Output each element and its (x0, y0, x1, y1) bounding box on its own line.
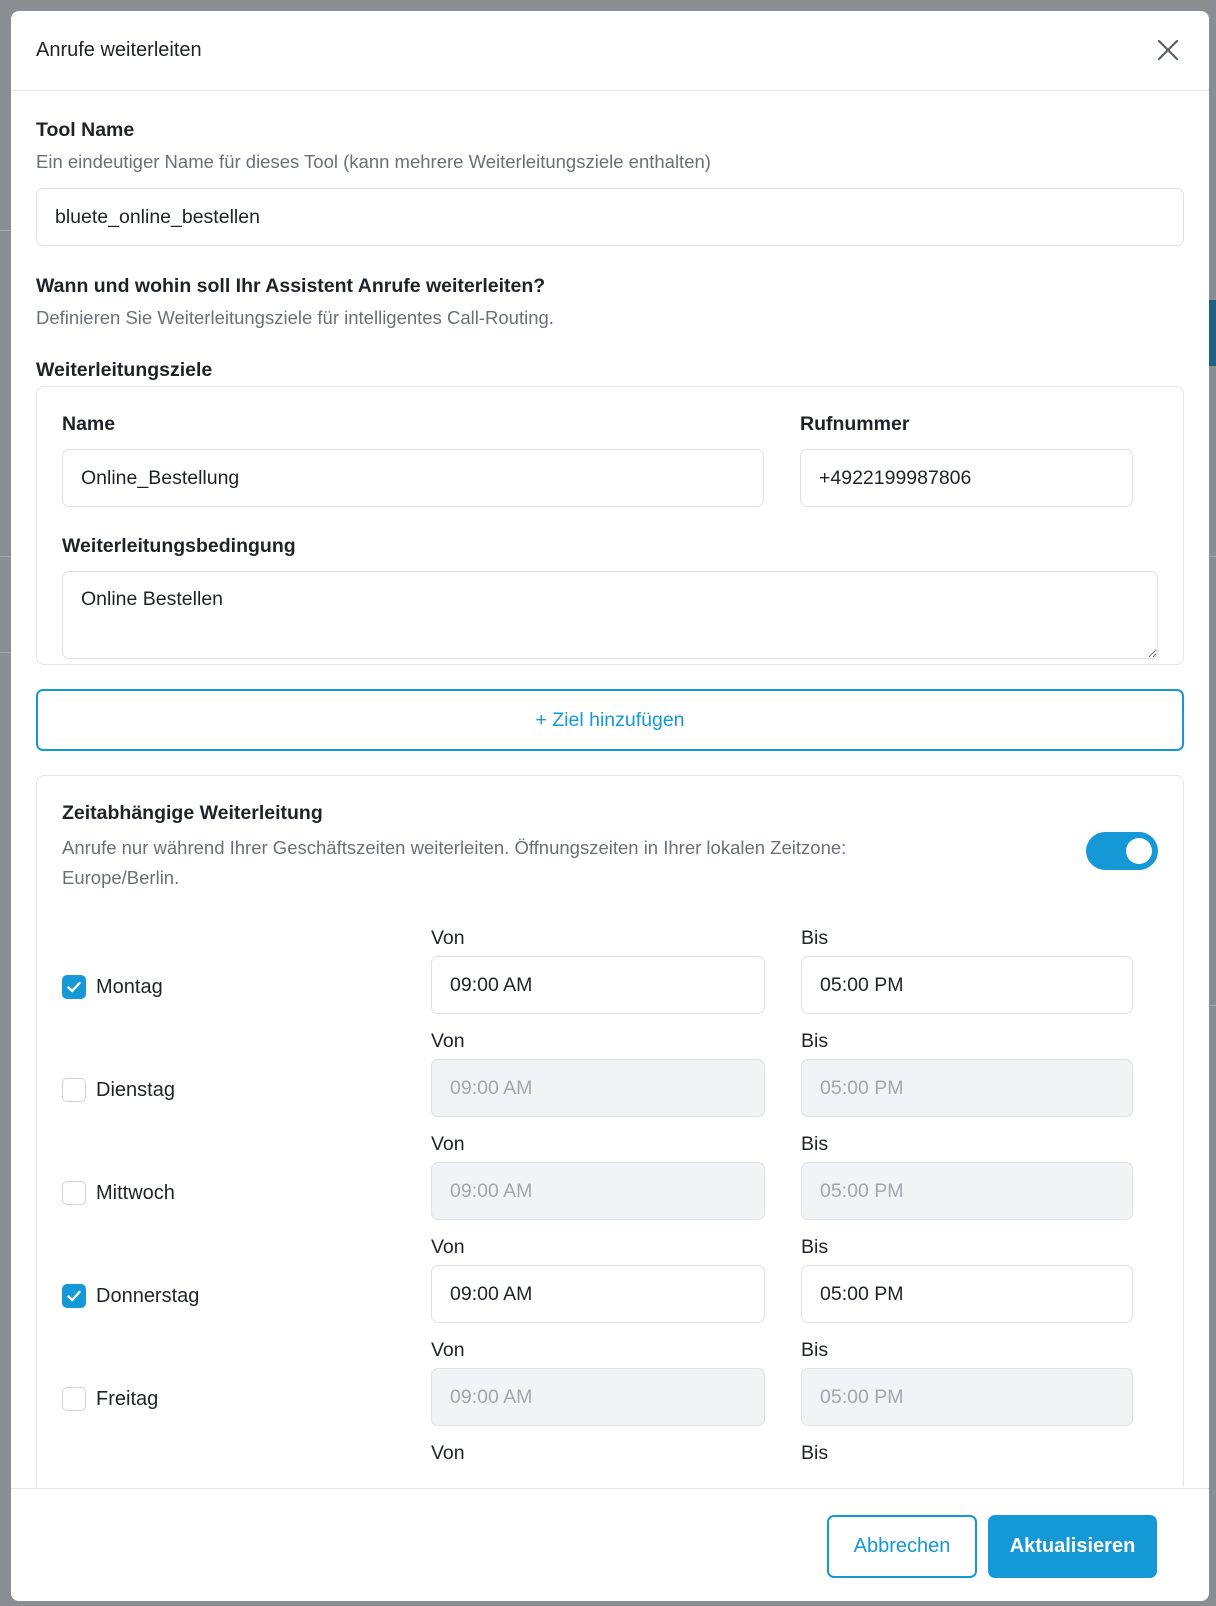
tool-name-help: Ein eindeutiger Name für dieses Tool (kann mehrere Weiterleitungsziele enthalten) (36, 151, 711, 172)
day-row (62, 1028, 1158, 1131)
checkbox-icon[interactable] (62, 1181, 86, 1205)
checkbox-icon[interactable] (62, 1284, 86, 1308)
routing-help: Definieren Sie Weiterleitungsziele für intelligentes Call-Routing. (36, 307, 554, 328)
von-label: Von (431, 1133, 465, 1155)
to-time-input[interactable] (801, 1265, 1133, 1323)
dialog-body (11, 92, 1209, 1487)
dialog-header (11, 11, 1209, 91)
von-label: Von (431, 1030, 465, 1052)
day-row (62, 1337, 1158, 1440)
close-icon[interactable] (1155, 37, 1181, 63)
condition-textarea[interactable] (62, 571, 1158, 659)
checkbox-icon[interactable] (62, 1387, 86, 1411)
day-row-partial (62, 1440, 1158, 1487)
from-time-input[interactable] (431, 956, 765, 1014)
target-phone-input[interactable] (800, 449, 1133, 507)
checkbox-icon[interactable] (62, 975, 86, 999)
add-target-button[interactable]: + Ziel hinzufügen (36, 689, 1184, 751)
day-checkbox-freitag[interactable] (62, 1387, 158, 1411)
dialog-title: Anrufe weiterleiten (36, 39, 202, 61)
target-name-input[interactable] (62, 449, 764, 507)
from-time-input[interactable] (431, 1059, 765, 1117)
to-time-input[interactable] (801, 1368, 1133, 1426)
update-button[interactable]: Aktualisieren (988, 1515, 1157, 1578)
day-label: Montag (96, 975, 163, 998)
to-time-input[interactable] (801, 1059, 1133, 1117)
day-label: Freitag (96, 1387, 159, 1410)
bis-label: Bis (801, 927, 829, 949)
toggle-knob (1126, 838, 1152, 864)
time-routing-card (36, 775, 1184, 1487)
tool-name-input[interactable] (36, 188, 1184, 246)
bis-label: Bis (801, 1030, 829, 1052)
day-checkbox-mittwoch[interactable] (62, 1181, 175, 1205)
von-label: Von (431, 1339, 465, 1361)
forwarding-dialog (11, 11, 1209, 1601)
to-time-input[interactable] (801, 1162, 1133, 1220)
to-time-input[interactable] (801, 956, 1133, 1014)
time-routing-toggle[interactable] (1086, 832, 1158, 870)
day-label: Mittwoch (96, 1181, 175, 1204)
targets-label: Weiterleitungsziele (36, 359, 213, 381)
from-time-input[interactable] (431, 1368, 765, 1426)
from-time-input[interactable] (431, 1265, 765, 1323)
day-label: Dienstag (96, 1078, 175, 1101)
condition-label: Weiterleitungsbedingung (62, 535, 296, 557)
bis-label: Bis (801, 1339, 829, 1361)
von-label: Von (431, 1442, 465, 1464)
day-row (62, 925, 1158, 1028)
day-label: Donnerstag (96, 1284, 200, 1307)
day-row (62, 1131, 1158, 1234)
tool-name-label: Tool Name (36, 119, 135, 141)
day-row (62, 1234, 1158, 1337)
cancel-button[interactable]: Abbrechen (827, 1515, 977, 1578)
dialog-footer (11, 1488, 1209, 1601)
checkbox-icon[interactable] (62, 1078, 86, 1102)
time-routing-title: Zeitabhängige Weiterleitung (62, 802, 323, 824)
time-routing-help (62, 833, 1158, 893)
target-phone-label: Rufnummer (800, 413, 910, 435)
target-name-label: Name (62, 413, 116, 435)
von-label: Von (431, 927, 465, 949)
bis-label: Bis (801, 1133, 829, 1155)
from-time-input[interactable] (431, 1162, 765, 1220)
day-checkbox-donnerstag[interactable] (62, 1284, 199, 1308)
target-card (36, 386, 1184, 665)
time-routing-help-line2: Europe/Berlin. (62, 867, 180, 888)
days-list (62, 925, 1158, 1487)
bis-label: Bis (801, 1442, 829, 1464)
time-routing-help-line1: Anrufe nur während Ihrer Geschäftszeiten weiterleiten. Öffnungszeiten in Ihrer lokalen Zeitzone: (62, 837, 847, 858)
day-checkbox-montag[interactable] (62, 975, 163, 999)
von-label: Von (431, 1236, 465, 1258)
day-checkbox-dienstag[interactable] (62, 1078, 175, 1102)
routing-heading: Wann und wohin soll Ihr Assistent Anrufe weiterleiten? (36, 275, 546, 297)
bis-label: Bis (801, 1236, 829, 1258)
